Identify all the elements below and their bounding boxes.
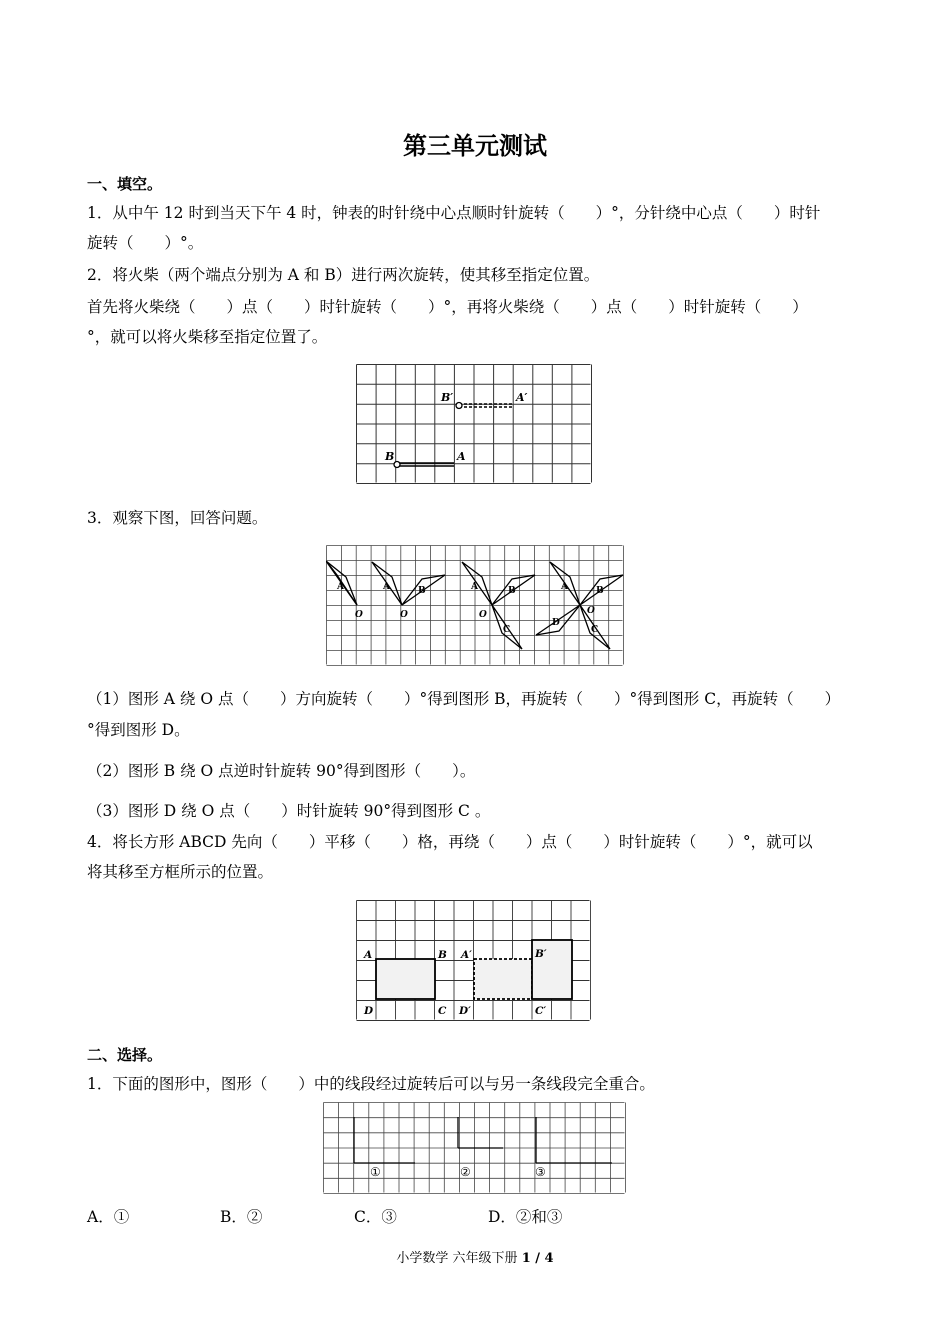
rect-label-a: A	[364, 949, 373, 961]
shape-a-1: A	[337, 582, 344, 592]
figure-label-2: ②	[460, 1165, 471, 1179]
q2-line2: 首先将火柴绕（ ）点（ ）时针旋转（ ）°，再将火柴绕（ ）点（ ）时针旋转（ ）	[87, 298, 808, 316]
match-grid-figure	[356, 364, 592, 484]
point-o-4: O	[587, 606, 595, 616]
shape-a-4: A	[561, 582, 568, 592]
rect-label-d-prime: D′	[459, 1005, 471, 1017]
choice-q1-line1: 1．下面的图形中，图形（ ）中的线段经过旋转后可以与另一条线段完全重合。	[87, 1075, 655, 1093]
shape-c-3: C	[503, 625, 511, 635]
option-c: C．③	[354, 1208, 397, 1226]
shape-c-4: C	[591, 625, 599, 635]
page-title: 第三单元测试	[403, 131, 547, 160]
q4-line2: 将其移至方框所示的位置。	[87, 863, 274, 881]
point-o-2: O	[400, 610, 408, 620]
q1-line1: 1．从中午 12 时到当天下午 4 时，钟表的时针绕中心点顺时针旋转（ ）°，分针绕中心点（ ）时针	[87, 204, 821, 222]
q3-sub2: （2）图形 B 绕 O 点逆时针旋转 90°得到图形（ ）。	[87, 762, 476, 780]
point-o-1: O	[355, 610, 363, 620]
q3-sub1-line1: （1）图形 A 绕 O 点（ ）方向旋转（ ）°得到图形 B，再旋转（ ）°得到图形 C，再旋转（ ）	[87, 690, 841, 708]
label-b-prime: B′	[441, 391, 454, 404]
page-number: 1 / 4	[521, 1251, 554, 1266]
section-heading-choice: 二、选择。	[87, 1046, 163, 1064]
figure-label-3: ③	[535, 1165, 546, 1179]
rect-label-c-prime: C′	[535, 1005, 547, 1017]
q4-line1: 4．将长方形 ABCD 先向（ ）平移（ ）格，再绕（ ）点（ ）时针旋转（ ）°，就可以	[87, 833, 813, 851]
segment-grid-figure	[323, 1102, 626, 1194]
rect-label-d: D	[364, 1005, 374, 1017]
section-heading-fill: 一、填空。	[87, 175, 163, 193]
shape-d-4: D	[552, 618, 560, 628]
figure-label-1: ①	[370, 1165, 381, 1179]
shape-b-2: B	[418, 586, 426, 596]
q1-line2: 旋转（ ）°。	[87, 234, 204, 252]
option-d: D．②和③	[488, 1208, 563, 1226]
q3-line1: 3．观察下图，回答问题。	[87, 509, 268, 527]
label-a-prime: A′	[516, 391, 528, 404]
rectangle-grid-figure	[356, 900, 591, 1021]
option-b: B．②	[220, 1208, 263, 1226]
option-a: A．①	[87, 1208, 130, 1226]
shape-a-3: A	[471, 582, 478, 592]
q3-sub1-line2: °得到图形 D。	[87, 721, 190, 739]
rotation-figure	[326, 545, 624, 666]
rect-label-c: C	[438, 1005, 447, 1017]
rect-label-b: B	[438, 949, 447, 961]
rect-label-b-prime: B′	[535, 948, 547, 960]
label-b: B	[385, 450, 395, 463]
shape-b-4: B	[596, 586, 604, 596]
shape-b-3: B	[508, 586, 516, 596]
page-footer	[0, 1247, 950, 1266]
point-o-3: O	[479, 610, 487, 620]
rect-label-a-prime: A′	[461, 949, 472, 961]
q2-line1: 2．将火柴（两个端点分别为 A 和 B）进行两次旋转，使其移至指定位置。	[87, 266, 600, 284]
q2-line3: °，就可以将火柴移至指定位置了。	[87, 328, 328, 346]
shape-a-2: A	[383, 582, 390, 592]
label-a: A	[457, 450, 466, 463]
q3-sub3: （3）图形 D 绕 O 点（ ）时针旋转 90°得到图形 C 。	[87, 802, 491, 820]
footer-text: 小学数学 六年级下册	[396, 1251, 522, 1266]
